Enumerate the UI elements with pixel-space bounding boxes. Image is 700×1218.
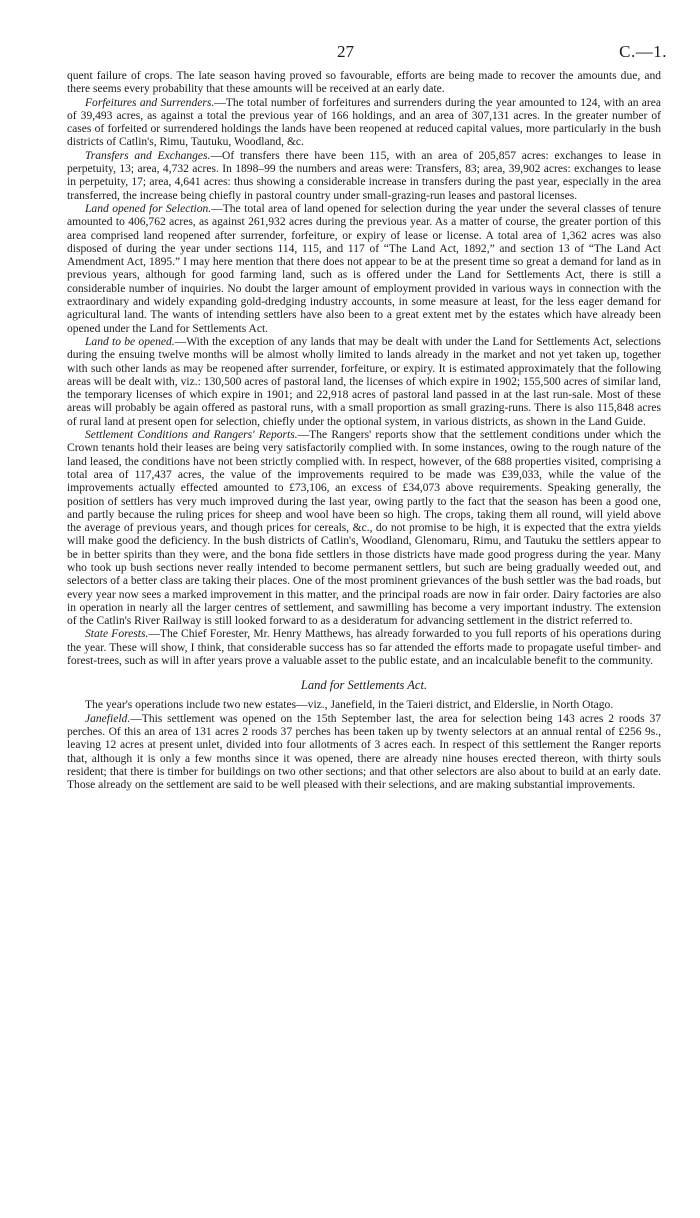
paragraph-text: —The Chief Forester, Mr. Henry Matthews, has already forwarded to you full reports of his operations during the year. These will show, I think, that considerable success has so far attended the efforts made to propagate useful timber- and forest-trees, such as will in after years prove a valuable asset to the public estate, and an incalculable benefit to the community. bbox=[67, 628, 661, 668]
paragraph-heading: Transfers and Exchanges. bbox=[85, 149, 211, 162]
paragraph-transfers bbox=[67, 150, 661, 203]
body-text bbox=[67, 70, 661, 668]
paragraph-forfeitures bbox=[67, 97, 661, 150]
section-heading: Land for Settlements Act. bbox=[300, 678, 428, 693]
paragraph-text: quent failure of crops. The late season having proved so favourable, efforts are being made to recover the amounts due, and there seems every probability that these amounts will be received at an early date. bbox=[67, 70, 661, 96]
paragraph-heading: Land opened for Selection. bbox=[85, 202, 212, 215]
paragraph-heading: Land to be opened. bbox=[85, 335, 175, 348]
paragraph-text: —Of transfers there have been 115, with an area of 205,857 acres: exchanges to lease in perpetuity, 13; area, 4,732 acres. In 1898–99 the numbers and areas were: Transfers, 83; area, 39,902 acres: exchanges to lease in perpetuity, 17; area, 4,641 acres: thus showing a considerable increase in transfers during the past year, especially in the area transferred, the increase being chiefly in pastoral country under small-grazing-run leases and pastoral licenses. bbox=[67, 149, 661, 202]
paragraph-heading: State Forests. bbox=[85, 628, 149, 641]
paragraph-land-opened bbox=[67, 203, 661, 336]
paragraph-new-estates bbox=[67, 699, 661, 712]
paragraph-settlement-conditions bbox=[67, 429, 661, 628]
document-reference: C.—1. bbox=[619, 42, 667, 61]
paragraph-text: —The Rangers' reports show that the settlement conditions under which the Crown tenants hold their leases are being very satisfactorily complied with. In some instances, owing to the rough nature of the land leased, the conditions have not been strictly complied with. In respect, however, of the 688 properties visited, comprising a total area of 117,437 acres, the value of the improvements required to be made was £39,033, while the value of the improvements actually effected amounted to £73,106, an excess of £34,073 above requirements. Speaking generally, the position of settlers has very much improved during the last year, owing partly to the fact that the season has been a good one, and partly because the ruling prices for sheep and wool have been so high. The crops, taking them all round, will yield above the average of previous years, and though prices for cereals, &c., do not promise to be high, it is expected that the extra yields will make good the deficiency. In the bush districts of Catlin's, Woodland, Glenomaru, Rimu, and Tautuku the settlers appear to be in better spirits than they were, and the bona fide settlers in those districts have made good progress during the year. Many who took up bush sections never really intended to become permanent settlers, but such are being gradually weeded out, and selectors of a better class are taking their places. One of the most prominent grievances of the bush settler was the bad roads, but every year now sees a marked improvement in this matter, and the principal roads are now in fair order. Dairy factories are also in operation in nearly all the larger centres of settlement, and sawmilling has become a very important industry. The extension of the Catlin's River Railway is still looked forward to as a desideratum for advancing settlement in the district referred to. bbox=[67, 429, 661, 628]
paragraph-janefield bbox=[67, 713, 661, 793]
paragraph-state-forests bbox=[67, 628, 661, 668]
paragraph-text: —With the exception of any lands that may be dealt with under the Land for Settlements Act, selections during the ensuing twelve months will be almost wholly limited to lands already in the market and not yet taken up, together with such other lands as may be reopened after surrender, forfeiture, or expiry. It is estimated approximately that the following areas will be dealt with, viz.: 130,500 acres of pastoral land, the licenses of which expire in 1902; 155,500 acres of similar land, the temporary licenses of which expire in 1901; and 22,918 acres of pastoral land passed in at the last run-sale. Most of these areas will probably be again offered as pastoral runs, with a small proportion as small grazing-runs. There is also 115,848 acres of rural land at present open for selection, chiefly under the optional system, in various districts, as shown in the Land Guide. bbox=[67, 335, 661, 428]
paragraph-land-to-be-opened bbox=[67, 336, 661, 429]
section-text bbox=[67, 699, 661, 792]
page-number: 27 bbox=[337, 42, 354, 61]
page-header bbox=[67, 42, 667, 70]
document-page bbox=[67, 42, 667, 792]
paragraph-text: —The total number of forfeitures and surrenders during the year amounted to 124, with an area of 39,493 acres, as against a total the previous year of 166 holdings, and an area of 307,131 acres. In the greater number of cases of forfeited or surrendered holdings the lands have been reopened at reduced capital values, more particularly in the bush districts of Catlin's, Rimu, Tautuku, Woodland, &c. bbox=[67, 96, 661, 149]
paragraph-crops bbox=[67, 70, 661, 97]
paragraph-text: —The total area of land opened for selection during the year under the several classes of tenure amounted to 406,762 acres, as against 261,932 acres during the previous year. As a matter of course, the greater portion of this area comprised land reopened after surrender, forfeiture, or expiry of lease or license. A total area of 1,362 acres was also disposed of during the year under sections 114, 115, and 117 of “The Land Act, 1892,” and section 13 of “The Land Act Amendment Act, 1895.” I may here mention that there does not appear to be at the present time so great a demand for land as in previous years, although for good farming land, such as is offered under the Land for Settlements Act, there is still a considerable number of inquiries. No doubt the larger amount of employment provided in various ways in connection with the extraordinary and widely expanding gold-dredging industry accounts, in some measure at least, for the less eager demand for agricultural land. The wants of intending settlers have also been to a great extent met by the estates which have already been opened under the Land for Settlements Act. bbox=[67, 202, 661, 335]
paragraph-text: —This settlement was opened on the 15th September last, the area for selection being 143 acres 2 roods 37 perches. Of this an area of 131 acres 2 roods 37 perches has been taken up by twenty selectors at an annual rental of £256 9s., leaving 12 acres at present unlet, divided into four allotments of 3 acres each. In respect of this settlement the Ranger reports that, although it is only a few months since it was opened, there are already nine houses erected thereon, with thirty souls resident; that there is timber for buildings on two other sections; and that other selectors are also about to build at an early date. Those already on the settlement are said to be well pleased with their selections, and are making substantial improvements. bbox=[67, 712, 661, 792]
paragraph-heading: Forfeitures and Surrenders. bbox=[85, 96, 215, 109]
paragraph-heading: Settlement Conditions and Rangers' Reports. bbox=[85, 429, 298, 442]
paragraph-text: The year's operations include two new estates—viz., Janefield, in the Taieri district, and Elderslie, in North Otago. bbox=[85, 699, 614, 712]
paragraph-heading: Janefield. bbox=[85, 712, 131, 725]
